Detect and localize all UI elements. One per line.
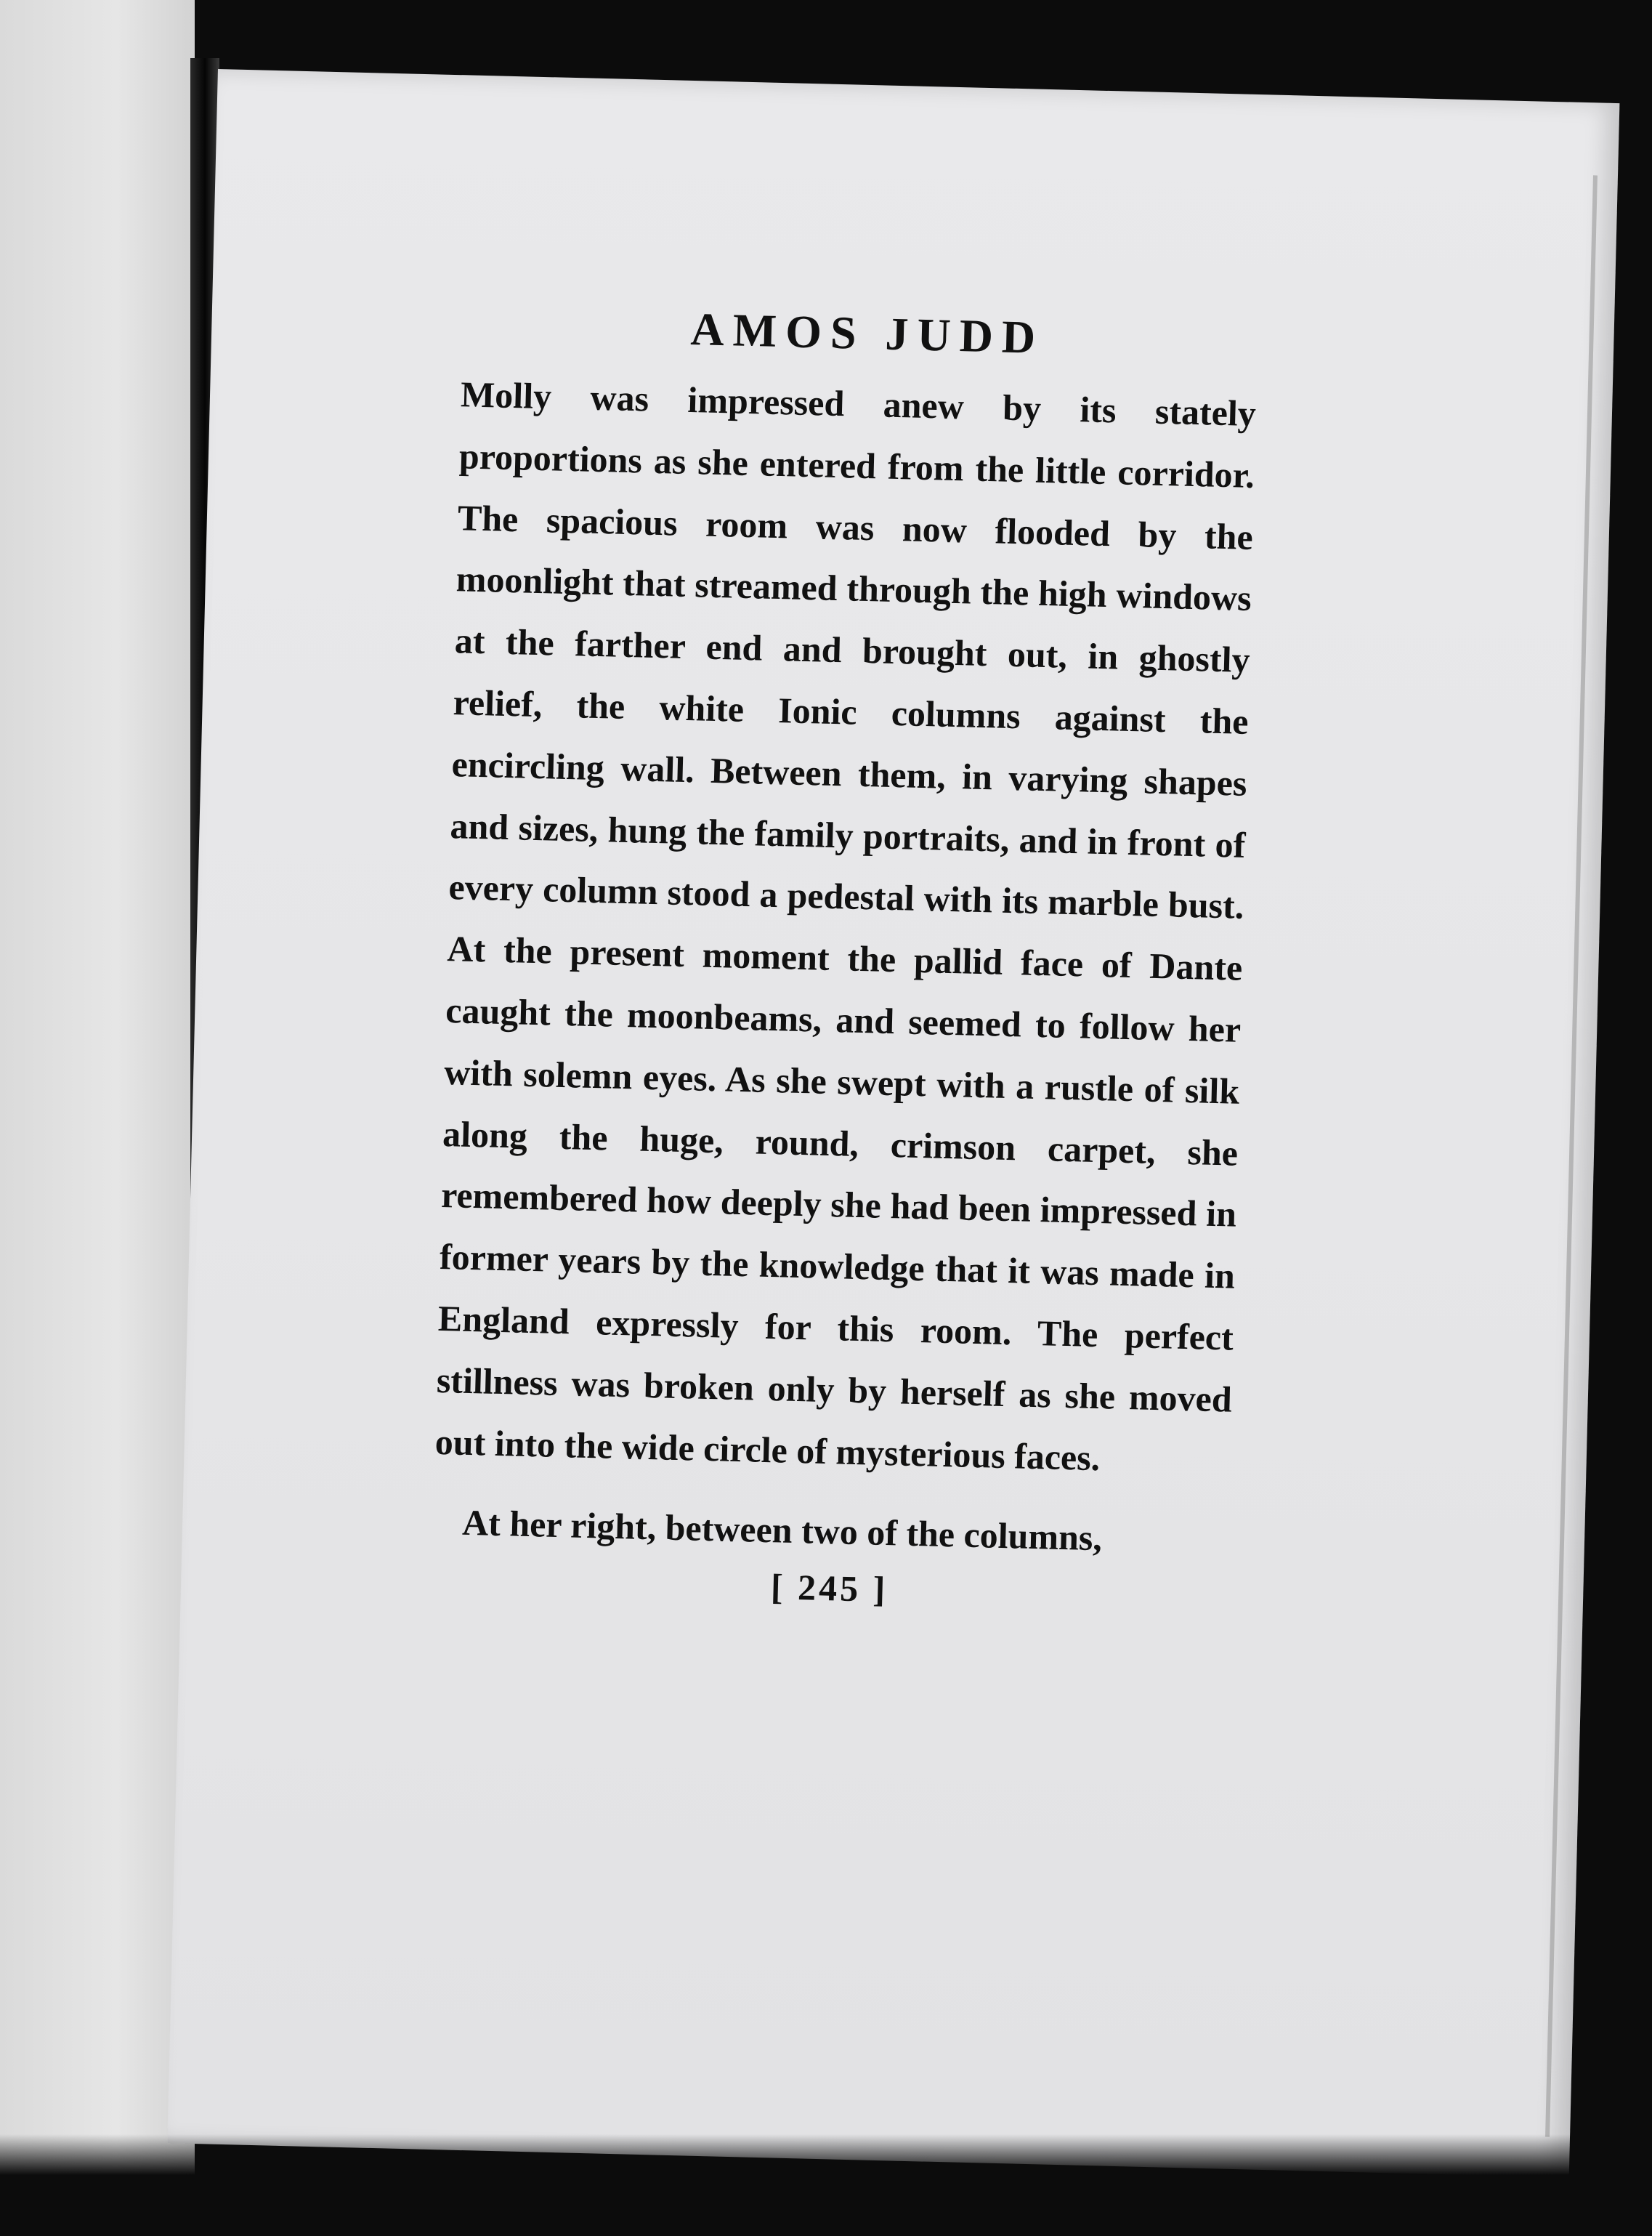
- body-paragraph-2: At her right, between two of the columns,: [461, 1502, 1103, 1559]
- running-head: AMOS JUDD: [689, 303, 1045, 363]
- scanned-page: [167, 69, 1619, 2177]
- page-edge-shadow: [1545, 175, 1598, 2136]
- left-facing-page: [0, 0, 195, 2236]
- body-paragraph-1: Molly was impressed anew by its stately proportions as she entered from the little corridor. The spacious room was now flooded by the moonlight that streamed through the high windows at the farther end and brought out, in ghostly relief, the white Ionic columns against the encircling wall. Between them, in varying shapes and sizes, hung the family portraits, and in front of every column stood a pedestal with its marble bust. At the present moment the pallid face of Dante caught the moonbeams, and seemed to follow her with solemn eyes. As she swept with a rustle of silk along the huge, round, crimson carpet, she remembered how deeply she had been impressed in former years by the knowledge that it was made in England expressly for this room. The perfect stillness was broken only by herself as she moved out into the wide circle of mysterious faces.: [434, 374, 1257, 1478]
- scan-bottom-border: [0, 2134, 1652, 2236]
- text-block: [432, 296, 1258, 1618]
- page-number: [ 245 ]: [770, 1566, 888, 1610]
